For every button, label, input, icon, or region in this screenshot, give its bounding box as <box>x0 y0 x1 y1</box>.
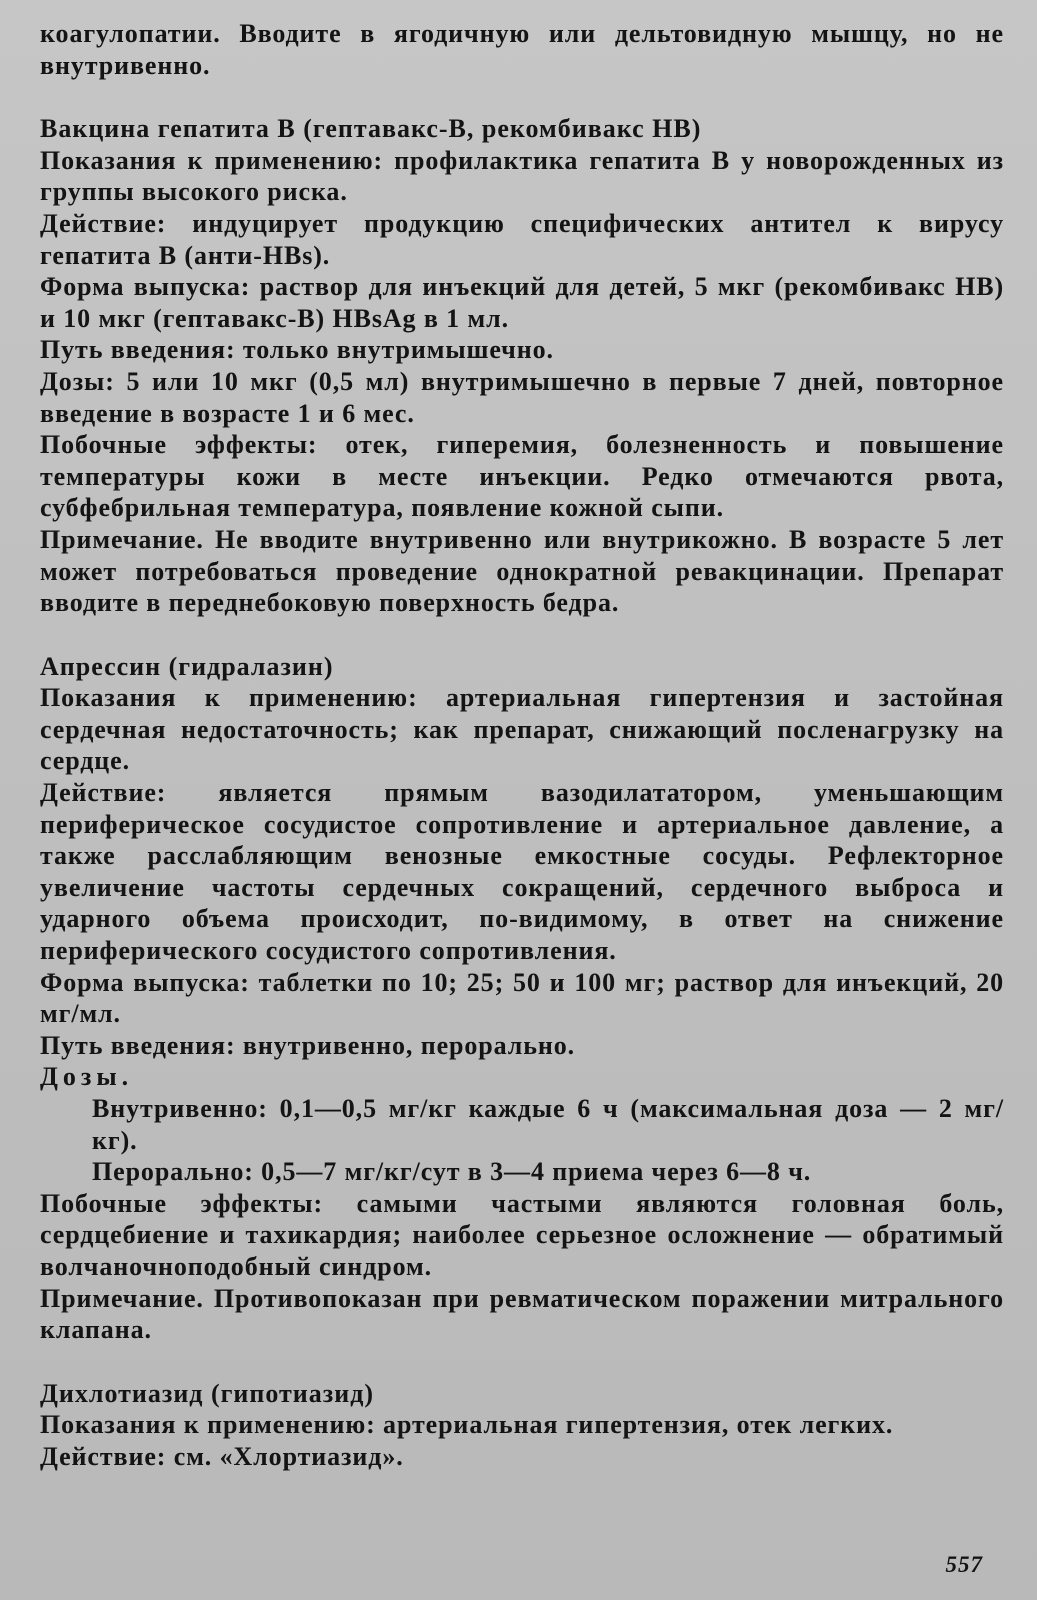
apressin-side-effects: Побочные эффекты: самыми частыми являются головная боль, сердцебиение и тахикардия; наиболее серьезное осложнение — обратимый волчаночноподобный синдром. <box>40 1188 1004 1281</box>
apressin-doses-label: Дозы. <box>40 1062 134 1092</box>
apressin-indications: Показания к применению: артериальная гипертензия и застойная сердечная недостаточность; как препарат, снижающий посленагрузку на сердце. <box>40 683 1004 776</box>
page-text <box>40 18 1004 1473</box>
apressin-route: Путь введения: внутривенно, перорально. <box>40 1030 576 1060</box>
dichlo-title: Дихлотиазид (гипотиазид) <box>40 1378 375 1408</box>
apressin-dose-iv: Внутривенно: 0,1—0,5 мг/кг каждые 6 ч (максимальная доза — 2 мг/кг). <box>92 1094 1004 1155</box>
apressin-dose-po: Перорально: 0,5—7 мг/кг/сут в 3—4 приема через 6—8 ч. <box>92 1157 812 1187</box>
dichlo-action: Действие: см. «Хлортиазид». <box>40 1441 404 1471</box>
hepb-form: Форма выпуска: раствор для инъекций для детей, 5 мкг (рекомбивакс HB) и 10 мкг (гептавакс-В) HBsAg в 1 мл. <box>40 272 1004 333</box>
hepb-indications: Показания к применению: профилактика гепатита В у новорожденных из группы высокого риска. <box>40 145 1004 207</box>
continued-paragraph: коагулопатии. Вводите в ягодичную или дельтовидную мышцу, но не внутривенно. <box>40 19 1004 80</box>
hepb-action: Действие: индуцирует продукцию специфических антител к вирусу гепатита В (анти-HBs). <box>40 208 1004 270</box>
apressin-note: Примечание. Противопоказан при ревматическом поражении митрального клапана. <box>40 1283 1004 1345</box>
dichlo-indications: Показания к применению: артериальная гипертензия, отек легких. <box>40 1410 894 1440</box>
hepb-note: Примечание. Не вводите внутривенно или внутрикожно. В возрасте 5 лет может потребоваться проведение однократной ревакцинации. Препарат вводите в переднебоковую поверхность бедра. <box>40 524 1004 618</box>
apressin-form: Форма выпуска: таблетки по 10; 25; 50 и 100 мг; раствор для инъекций, 20 мг/мл. <box>40 967 1004 1029</box>
hepb-doses: Дозы: 5 или 10 мкг (0,5 мл) внутримышечно в первые 7 дней, повторное введение в возрасте 1 и 6 мес. <box>40 366 1004 428</box>
hepb-side-effects: Побочные эффекты: отек, гиперемия, болезненность и повышение температуры кожи в месте инъекции. Редко отмечаются рвота, субфебрильная температура, появление кожной сыпи. <box>40 430 1004 523</box>
apressin-action: Действие: является прямым вазодилататором, уменьшающим периферическое сосудистое сопротивление и артериальное давление, а также расслабляющим венозные емкостные сосуды. Рефлекторное увеличение частоты сердечных сокращений, сердечного выброса и ударного объема происходит, по-видимому, в ответ на снижение периферического сосудистого сопротивления. <box>40 778 1004 966</box>
apressin-title: Апрессин (гидралазин) <box>40 651 334 681</box>
hepb-title: Вакцина гепатита В (гептавакс-В, рекомбивакс HB) <box>40 114 702 144</box>
hepb-route: Путь введения: только внутримышечно. <box>40 335 554 365</box>
page-number: 557 <box>945 1552 983 1577</box>
